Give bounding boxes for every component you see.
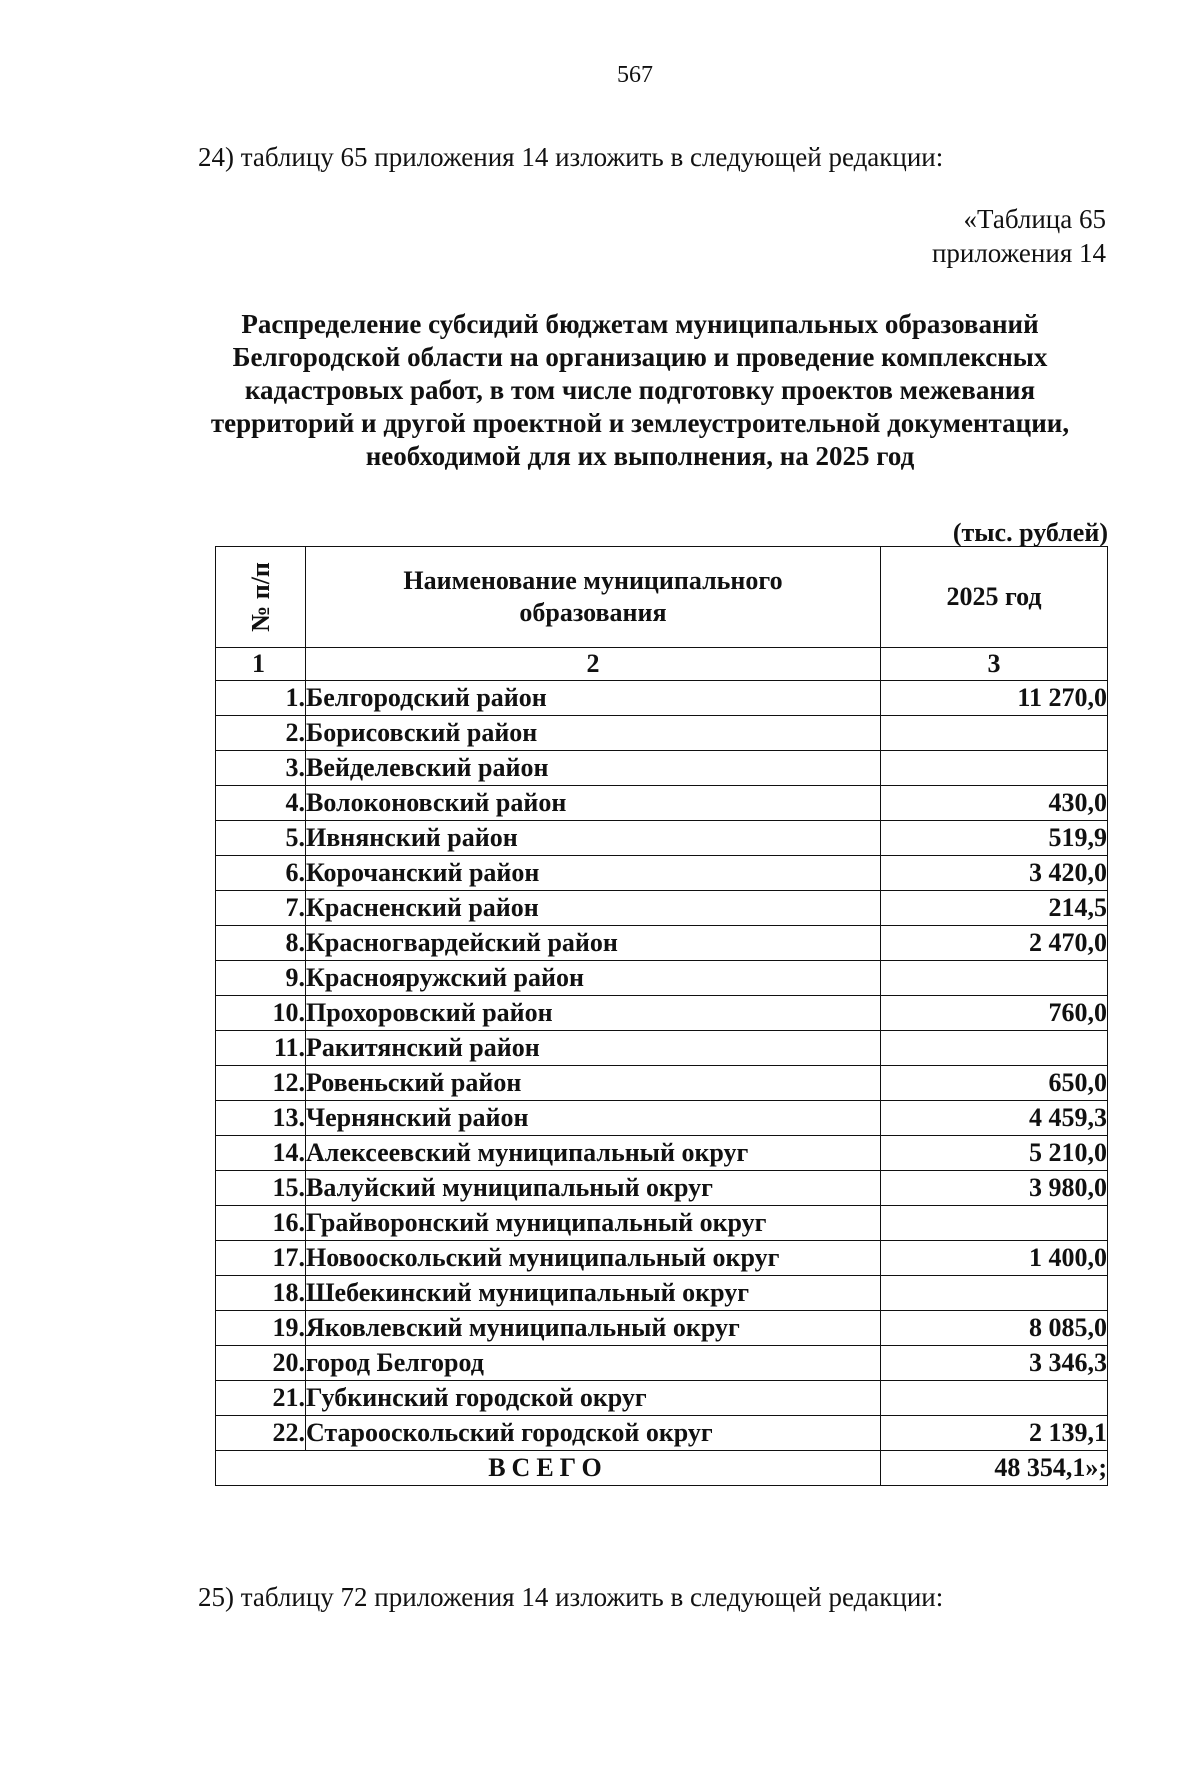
table-header-row (216, 547, 1108, 648)
amendment-item-24: 24) таблицу 65 приложения 14 изложить в следующей редакции: (198, 142, 944, 172)
row-number: 5. (216, 821, 306, 856)
subsidy-value: 214,5 (881, 891, 1108, 926)
table-row (216, 821, 1108, 856)
table-reference (932, 202, 1106, 270)
title-line-2: Белгородской области на организацию и проведение комплексных (232, 342, 1048, 372)
subsidy-value (881, 961, 1108, 996)
subsidy-value (881, 1206, 1108, 1241)
table-row (216, 1031, 1108, 1066)
municipality-name: Новооскольский муниципальный округ (306, 1241, 881, 1276)
table-row (216, 1276, 1108, 1311)
subsidy-value: 519,9 (881, 821, 1108, 856)
title-line-4: территорий и другой проектной и землеустроительной документации, (210, 408, 1070, 438)
row-number: 14. (216, 1136, 306, 1171)
municipality-name: Яковлевский муниципальный округ (306, 1311, 881, 1346)
municipality-name: Краснояружский район (306, 961, 881, 996)
municipality-name: Ровеньский район (306, 1066, 881, 1101)
table-row (216, 891, 1108, 926)
row-number: 1. (216, 681, 306, 716)
row-number: 11. (216, 1031, 306, 1066)
row-number: 9. (216, 961, 306, 996)
municipality-name: Корочанский район (306, 856, 881, 891)
municipality-name: Грайворонский муниципальный округ (306, 1206, 881, 1241)
units-label: (тыс. рублей) (952, 518, 1108, 547)
municipality-name: Борисовский район (306, 716, 881, 751)
title-line-3: кадастровых работ, в том числе подготовку проектов межевания (244, 375, 1036, 405)
table-row (216, 1416, 1108, 1451)
table-row (216, 996, 1108, 1031)
table-ref-line-1: «Таблица 65 (963, 204, 1106, 234)
table-ref-line-2: приложения 14 (931, 238, 1106, 268)
title-line-5: необходимой для их выполнения, на 2025 год (365, 441, 915, 471)
table-title (160, 308, 1120, 473)
title-line-1: Распределение субсидий бюджетам муниципальных образований (241, 309, 1039, 339)
row-number: 16. (216, 1206, 306, 1241)
row-number: 3. (216, 751, 306, 786)
table-row (216, 1136, 1108, 1171)
municipality-name: Ракитянский район (306, 1031, 881, 1066)
subsidy-table (215, 546, 1108, 1486)
subsidy-value (881, 751, 1108, 786)
table-row (216, 961, 1108, 996)
column-number: 1 (216, 648, 306, 681)
municipality-name: Вейделевский район (306, 751, 881, 786)
table-row (216, 716, 1108, 751)
subsidy-value: 8 085,0 (881, 1311, 1108, 1346)
row-number: 8. (216, 926, 306, 961)
total-value: 48 354,1»; (881, 1451, 1108, 1486)
table-row (216, 786, 1108, 821)
table-row (216, 1171, 1108, 1206)
row-number: 2. (216, 716, 306, 751)
row-number: 13. (216, 1101, 306, 1136)
row-number: 22. (216, 1416, 306, 1451)
municipality-name: Красногвардейский район (306, 926, 881, 961)
subsidy-value: 5 210,0 (881, 1136, 1108, 1171)
subsidy-value: 3 346,3 (881, 1346, 1108, 1381)
row-number: 6. (216, 856, 306, 891)
row-number: 7. (216, 891, 306, 926)
row-number: 19. (216, 1311, 306, 1346)
subsidy-value: 1 400,0 (881, 1241, 1108, 1276)
table-row (216, 1241, 1108, 1276)
row-number: 15. (216, 1171, 306, 1206)
table-row (216, 751, 1108, 786)
subsidy-value: 4 459,3 (881, 1101, 1108, 1136)
municipality-name: Шебекинский муниципальный округ (306, 1276, 881, 1311)
table-row (216, 1311, 1108, 1346)
table-row (216, 1206, 1108, 1241)
municipality-name: Алексеевский муниципальный округ (306, 1136, 881, 1171)
row-number: 4. (216, 786, 306, 821)
subsidy-value (881, 1381, 1108, 1416)
municipality-name: Губкинский городской округ (306, 1381, 881, 1416)
table-row (216, 1101, 1108, 1136)
header-number: № п/п (216, 547, 306, 648)
amendment-item-25: 25) таблицу 72 приложения 14 изложить в следующей редакции: (198, 1582, 944, 1612)
row-number: 17. (216, 1241, 306, 1276)
row-number: 20. (216, 1346, 306, 1381)
subsidy-value: 11 270,0 (881, 681, 1108, 716)
subsidy-value: 650,0 (881, 1066, 1108, 1101)
municipality-name: Прохоровский район (306, 996, 881, 1031)
municipality-name: Чернянский район (306, 1101, 881, 1136)
column-numbers-row (216, 648, 1108, 681)
subsidy-value (881, 1276, 1108, 1311)
row-number: 18. (216, 1276, 306, 1311)
column-number: 3 (881, 648, 1108, 681)
subsidy-value (881, 716, 1108, 751)
subsidy-value: 760,0 (881, 996, 1108, 1031)
row-number: 21. (216, 1381, 306, 1416)
table-row (216, 1381, 1108, 1416)
table-row (216, 1346, 1108, 1381)
total-label: ВСЕГО (216, 1451, 881, 1486)
table-row (216, 1066, 1108, 1101)
header-name: Наименование муниципального образования (306, 547, 881, 648)
header-year: 2025 год (881, 547, 1108, 648)
row-number: 12. (216, 1066, 306, 1101)
municipality-name: Красненский район (306, 891, 881, 926)
subsidy-value: 2 139,1 (881, 1416, 1108, 1451)
municipality-name: город Белгород (306, 1346, 881, 1381)
municipality-name: Ивнянский район (306, 821, 881, 856)
subsidy-value: 430,0 (881, 786, 1108, 821)
subsidy-value: 2 470,0 (881, 926, 1108, 961)
column-number: 2 (306, 648, 881, 681)
table-row (216, 681, 1108, 716)
municipality-name: Старооскольский городской округ (306, 1416, 881, 1451)
table-row (216, 926, 1108, 961)
subsidy-value: 3 980,0 (881, 1171, 1108, 1206)
municipality-name: Валуйский муниципальный округ (306, 1171, 881, 1206)
municipality-name: Волоконовский район (306, 786, 881, 821)
subsidy-value (881, 1031, 1108, 1066)
table-row (216, 856, 1108, 891)
page-number: 567 (617, 62, 653, 88)
total-row (216, 1451, 1108, 1486)
municipality-name: Белгородский район (306, 681, 881, 716)
subsidy-value: 3 420,0 (881, 856, 1108, 891)
row-number: 10. (216, 996, 306, 1031)
